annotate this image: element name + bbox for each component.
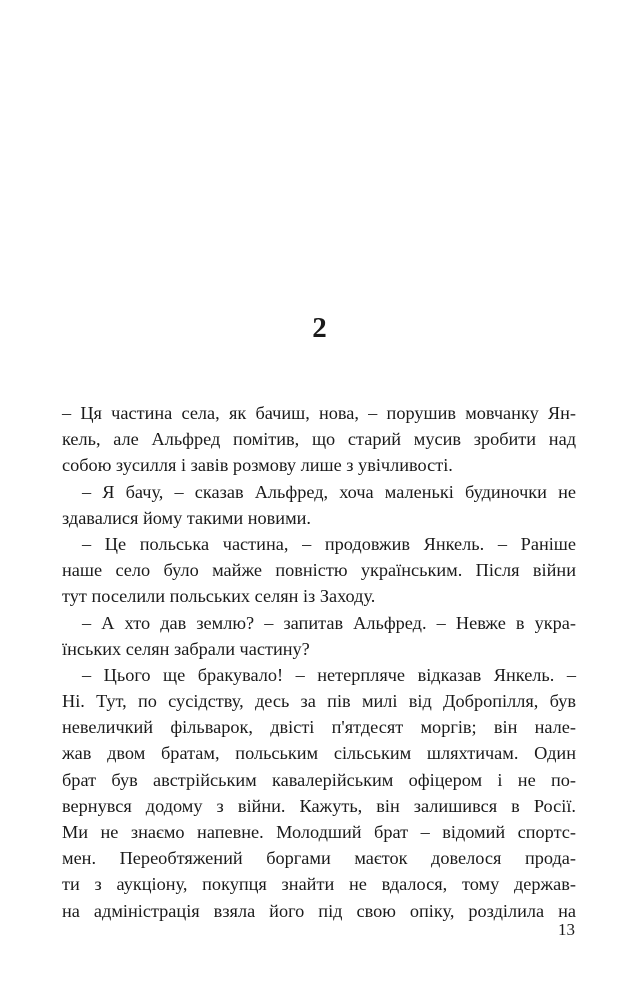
text-line: – Ця частина села, як бачиш, нова, – порушив мовчанку Ян- xyxy=(62,403,576,423)
text-line: невеличкий фільварок, двісті п'ятдесят моргів; він нале- xyxy=(62,717,576,738)
text-line: – Я бачу, – сказав Альфред, хоча маленькі будиночки не xyxy=(82,481,576,502)
text-line: – А хто дав землю? – запитав Альфред. – Невже в укра- xyxy=(82,612,576,633)
text-line: брат був австрійським кавалерійським офіцером і не по- xyxy=(62,769,576,790)
text-line: жав двом братам, польським сільським шляхтичам. Один xyxy=(62,743,576,764)
text-line: здавалися йому такими новими. xyxy=(62,507,312,528)
text-line: – Цього ще бракувало! – нетерпляче відказав Янкель. – xyxy=(82,664,576,685)
body-text xyxy=(62,400,576,924)
page-number: 13 xyxy=(558,920,575,939)
text-line: тут поселили польських селян із Заходу. xyxy=(62,586,376,607)
text-line: Ні. Тут, по сусідству, десь за пів милі від Добропілля, був xyxy=(62,691,576,712)
text-line: вернувся додому з війни. Кажуть, він залишився в Росії. xyxy=(62,795,576,816)
text-line: на адміністрація взяла його під свою опіку, розділила на xyxy=(62,900,576,921)
text-line: ти з аукціону, покупця знайти не вдалося, тому держав- xyxy=(62,874,576,895)
text-line: кель, але Альфред помітив, що старий мусив зробити над xyxy=(62,429,576,450)
chapter-number: 2 xyxy=(312,312,327,344)
text-line: Ми не знаємо напевне. Молодший брат – відомий спортс- xyxy=(62,822,576,842)
text-line: мен. Переобтяжений боргами маєток довелося прода- xyxy=(62,848,576,869)
text-line: наше село було майже повністю українським. Після війни xyxy=(62,560,576,581)
text-line: собою зусилля і завів розмову лише з увічливості. xyxy=(62,455,453,476)
text-line: – Це польська частина, – продовжив Янкель. – Раніше xyxy=(82,533,576,554)
text-line: їнських селян забрали частину? xyxy=(62,638,310,659)
